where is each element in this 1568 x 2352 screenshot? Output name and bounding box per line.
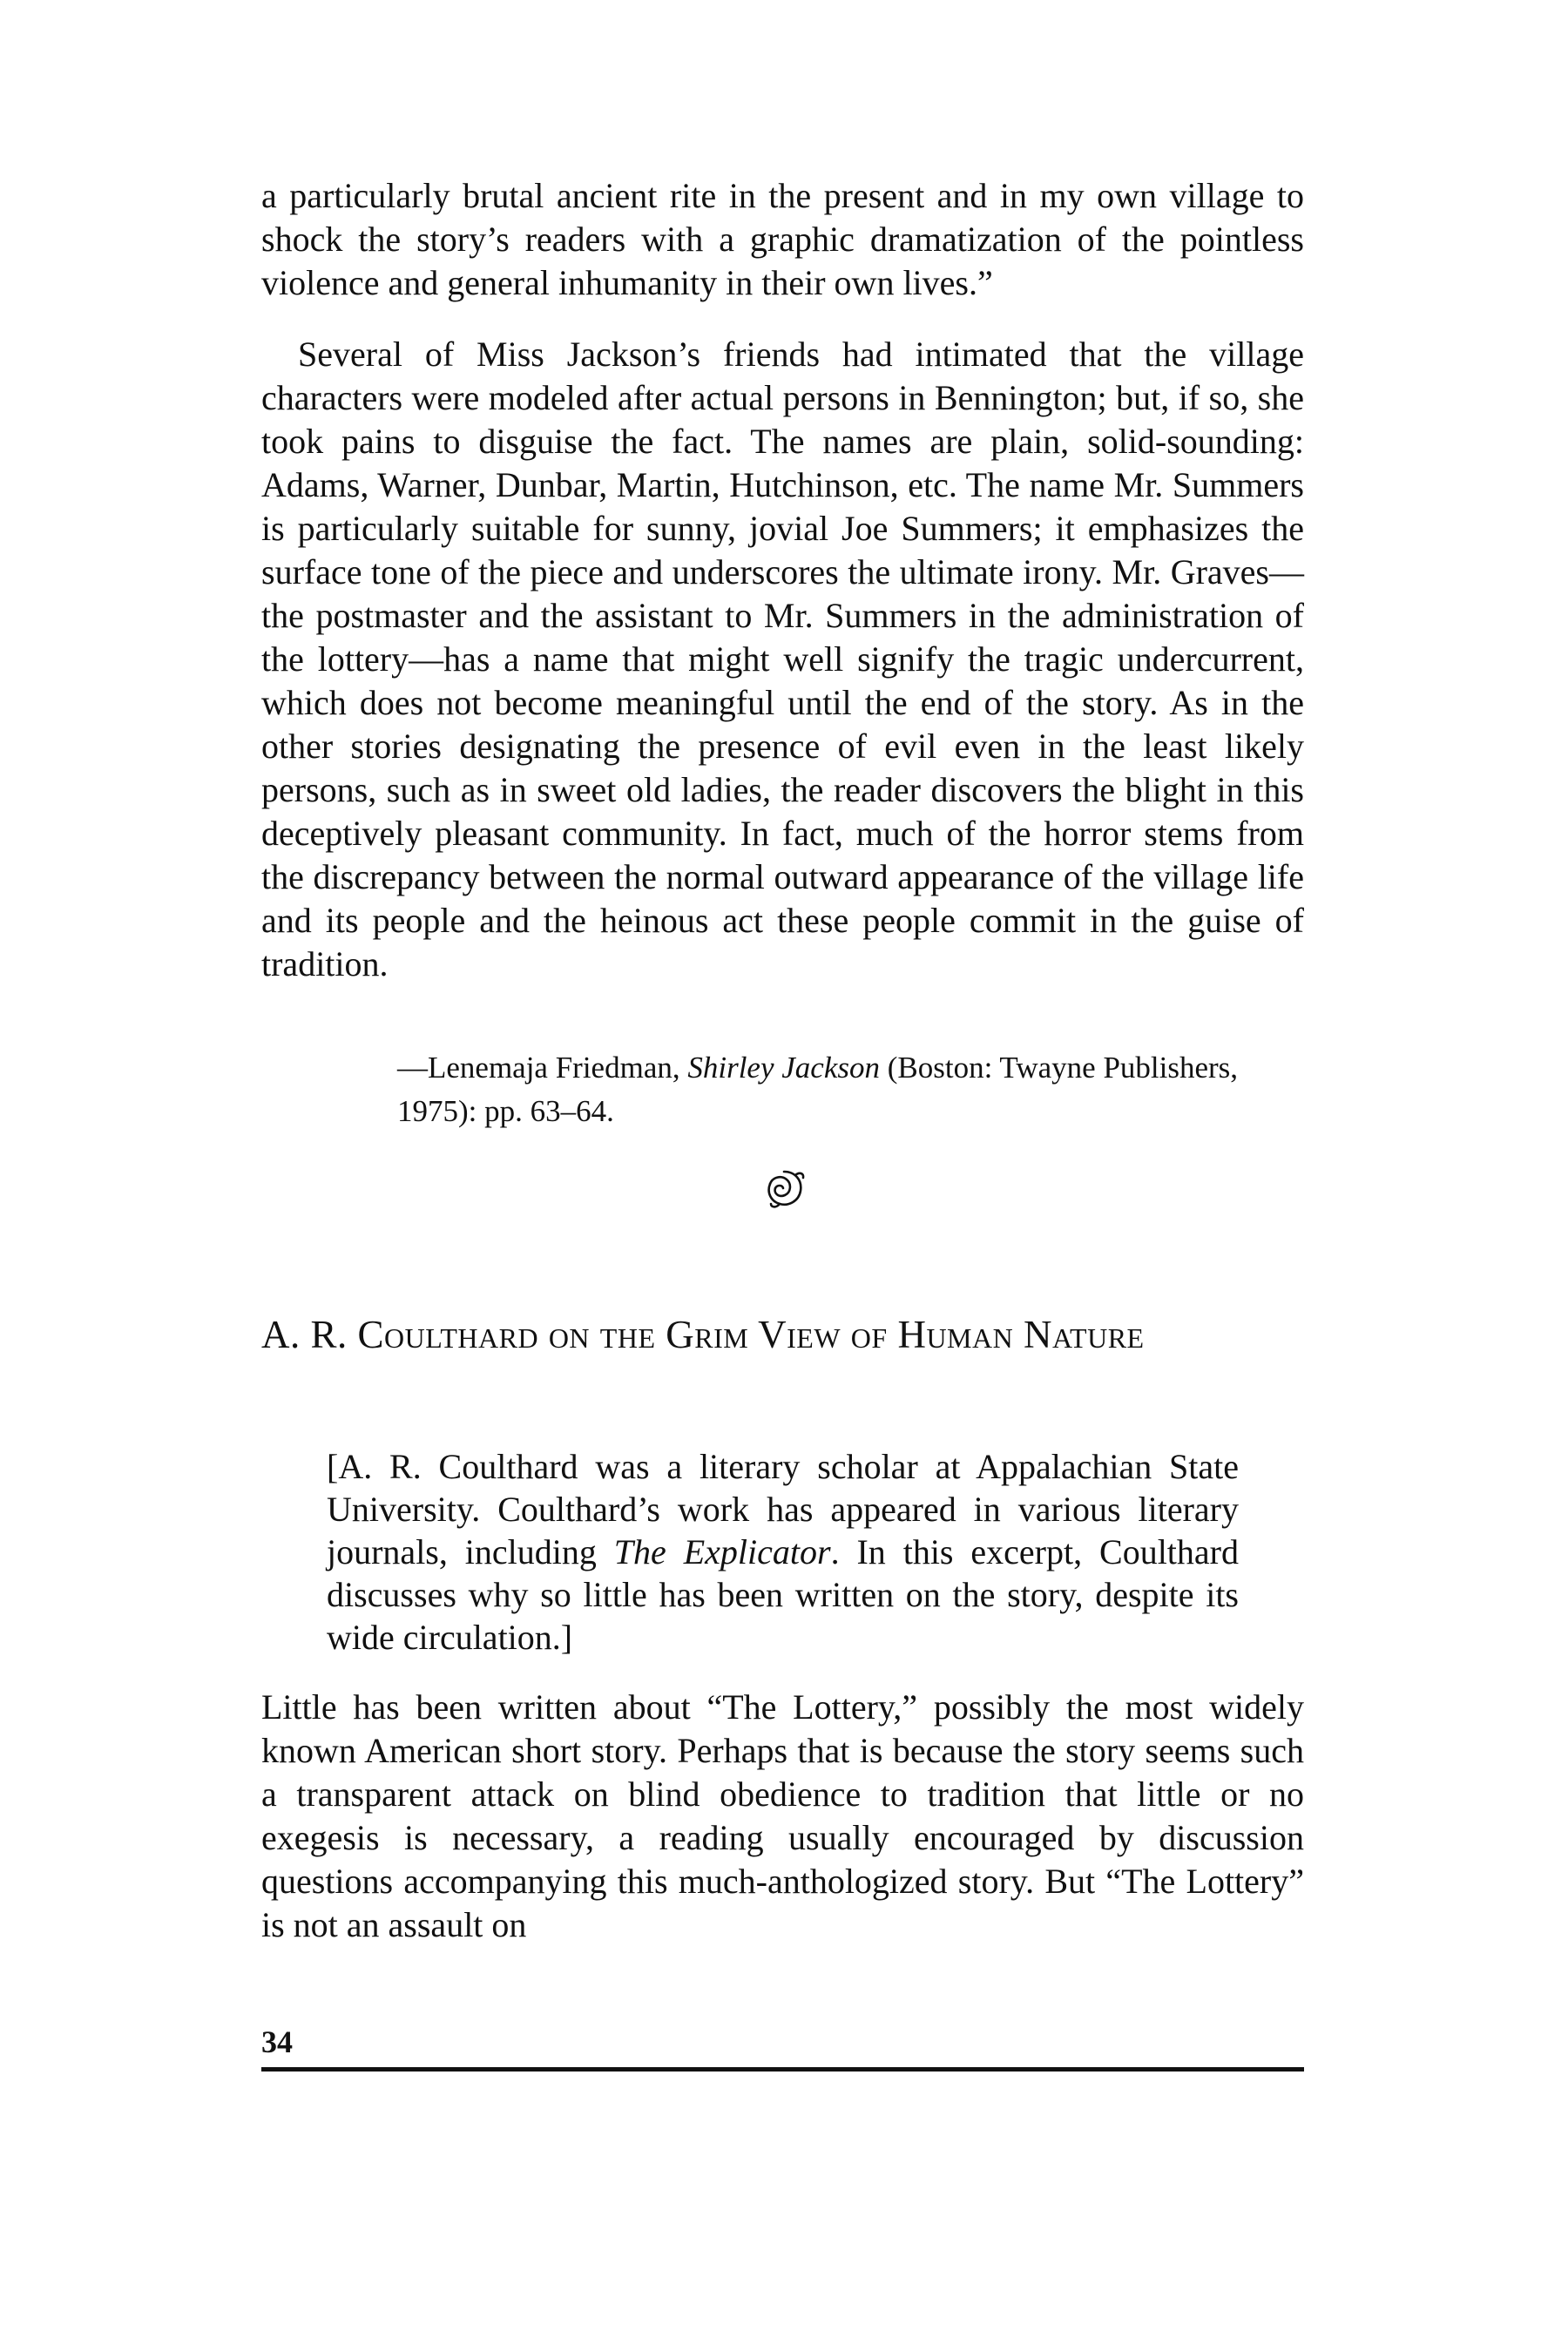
intro-text-after: . In this excerpt, Coulthard discusses why so little has been written on the story, despite its wide circulation.] <box>327 1532 1239 1657</box>
citation-author: —Lenemaja Friedman, <box>397 1051 688 1085</box>
intro-journal-title: The Explicator <box>613 1532 831 1571</box>
citation <box>397 1046 1304 1133</box>
page-number: 34 <box>261 2024 293 2059</box>
body-paragraph-little <box>261 1686 1304 1947</box>
fleuron-ornament-icon <box>760 1165 808 1212</box>
continued-paragraph <box>261 174 1304 305</box>
citation-book-title: Shirley Jackson <box>687 1051 880 1085</box>
section-heading: A. R. Coulthard on the Grim View of Human Nature <box>261 1313 1145 1356</box>
citation-publication: (Boston: Twayne Publishers, 1975): pp. 63–64. <box>397 1051 1239 1128</box>
body-paragraph-several <box>261 333 1304 986</box>
continued-paragraph-text: a particularly brutal ancient rite in the present and in my own village to shock the story’s readers with a graphic dramatization of the pointless violence and general inhumanity in their own lives.” <box>261 176 1304 302</box>
body-paragraph-several-text: Several of Miss Jackson’s friends had intimated that the village characters were modeled after actual persons in Bennington; but, if so, she took pains to disguise the fact. The names are plain, solid-sounding: Adams, Warner, Dunbar, Martin, Hutchinson, etc. The name Mr. Summers is particularly suitable for sunny, jovial Joe Summers; it emphasizes the surface tone of the piece and underscores the ultimate irony. Mr. Graves—the postmaster and the assistant to Mr. Summers in the administration of the lottery—has a name that might well signify the tragic undercurrent, which does not become meaningful until the end of the story. As in the other stories designating the presence of evil even in the least likely persons, such as in sweet old ladies, the reader discovers the blight in this deceptively pleasant community. In fact, much of the horror stems from the discrepancy between the normal outward appearance of the village life and its people and the heinous act these people commit in the guise of tradition. <box>261 335 1304 983</box>
body-paragraph-little-text: Little has been written about “The Lottery,” possibly the most widely known American short story. Perhaps that is because the story seems such a transparent attack on blind obedience to tradition that little or no exegesis is necessary, a reading usually encouraged by discussion questions accompanying this much-anthologized story. But “The Lottery” is not an assault on <box>261 1687 1304 1944</box>
intro-text-before: [A. R. Coulthard was a literary scholar at Appalachian State University. Coulthard’s work has appeared in various literary journals, including <box>327 1447 1239 1571</box>
footer-rule <box>261 2067 1304 2072</box>
editorial-introduction <box>327 1445 1239 1659</box>
